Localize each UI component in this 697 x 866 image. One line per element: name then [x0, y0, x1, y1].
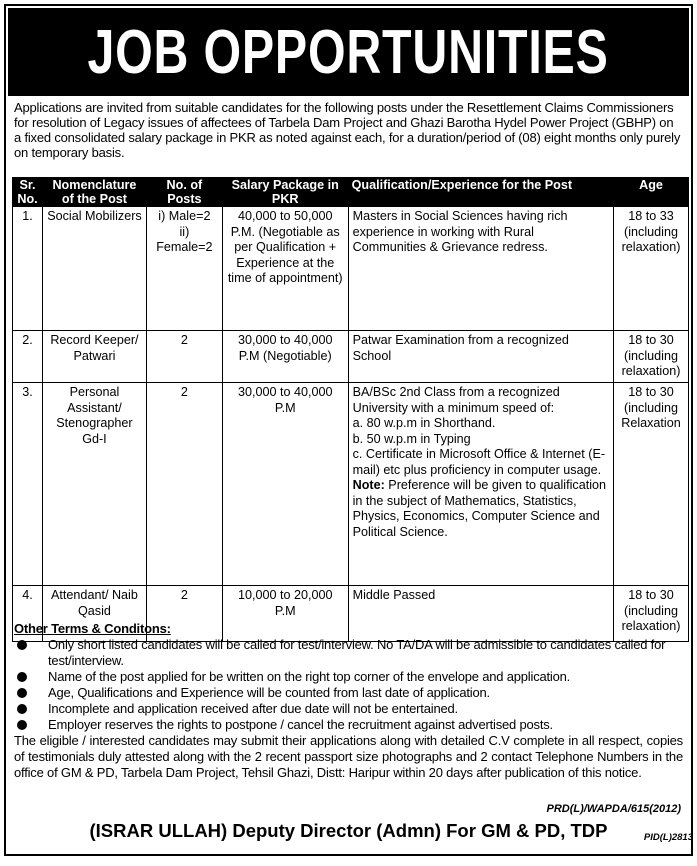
cell-salary: 30,000 to 40,000 P.M (Negotiable) — [222, 331, 348, 383]
cell-sr: 2. — [13, 331, 43, 383]
cell-sr: 4. — [13, 586, 43, 642]
terms-item: Employer reserves the rights to postpone / cancel the recruitment against advertised posts. — [14, 717, 683, 733]
note-label: Note: — [352, 478, 385, 492]
terms-section — [14, 621, 683, 781]
table-row — [13, 331, 689, 383]
cell-qualification: Masters in Social Sciences having rich experience in working with Rural Communities & Grievance redress. — [348, 207, 613, 331]
bullet-icon — [17, 672, 27, 682]
qual-intro: BA/BSc 2nd Class from a recognized University with a minimum speed of: — [352, 385, 560, 415]
header-sr: Sr. No. — [13, 178, 43, 207]
closing-paragraph: The eligible / interested candidates may submit their applications along with detailed C.V complete in all respect, copies of testimonials duly attested along with the 2 recent passport size photographs and 2 contact Telephone Numbers in the office of GM & PD, Tarbela Dam Project, Tehsil Ghazi, Distt: Haripur within 20 days after publication of this notice. — [14, 733, 683, 780]
cell-sr: 1. — [13, 207, 43, 331]
cell-post: Social Mobilizers — [42, 207, 146, 331]
cell-age: 18 to 33 (including relaxation) — [614, 207, 689, 331]
bullet-icon — [17, 704, 27, 714]
reference-number: PRD(L)/WAPDA/615(2012) — [546, 803, 681, 815]
posts-male: i) Male=2 — [158, 209, 211, 223]
bullet-icon — [17, 720, 27, 730]
note-text: Preference will be given to qualification in the subject of Mathematics, Statistics, Physics, Economics, Computer Science and Political Science. — [352, 478, 607, 539]
posts-female: ii) Female=2 — [156, 224, 213, 254]
cell-sr: 3. — [13, 383, 43, 586]
cell-salary: 40,000 to 50,000 P.M. (Negotiable as per Qualification + Experience at the time of appointment) — [222, 207, 348, 331]
terms-heading: Other Terms & Conditons: — [14, 621, 171, 636]
table-row — [13, 207, 689, 331]
header-qualification: Qualification/Experience for the Post — [348, 178, 613, 207]
jobs-table — [12, 177, 689, 642]
cell-post: Record Keeper/ Patwari — [42, 331, 146, 383]
header-post: Nomenclature of the Post — [42, 178, 146, 207]
cell-age: 18 to 30 (including relaxation) — [614, 586, 689, 642]
qual-a: a. 80 w.p.m in Shorthand. — [352, 416, 496, 430]
page-title: JOB OPPORTUNITIES — [8, 8, 689, 96]
qual-c: c. Certificate in Microsoft Office & Internet (E-mail) etc plus proficiency in computer usage. — [352, 447, 606, 477]
terms-item: Incomplete and application received after due date will not be entertained. — [14, 701, 683, 717]
header-salary: Salary Package in PKR — [222, 178, 348, 207]
cell-qualification: Middle Passed — [348, 586, 613, 642]
cell-age: 18 to 30 (including Relaxation — [614, 383, 689, 586]
terms-item: Name of the post applied for be written on the right top corner of the envelope and application. — [14, 669, 683, 685]
terms-item: Age, Qualifications and Experience will be counted from last date of application. — [14, 685, 683, 701]
cell-age: 18 to 30 (including relaxation) — [614, 331, 689, 383]
cell-posts: 2 — [146, 383, 222, 586]
cell-salary: 30,000 to 40,000 P.M — [222, 383, 348, 586]
table-header-row — [13, 178, 689, 207]
cell-post: Attendant/ Naib Qasid — [42, 586, 146, 642]
cell-post: Personal Assistant/ Stenographer Gd-I — [42, 383, 146, 586]
bullet-icon — [17, 688, 27, 698]
header-no-posts: No. of Posts — [146, 178, 222, 207]
pid-number: PID(L)2813 — [643, 832, 693, 843]
cell-posts: 2 — [146, 331, 222, 383]
intro-paragraph: Applications are invited from suitable candidates for the following posts under the Resettlement Claims Commissioners for resolution of Legacy issues of affectees of Tarbela Dam Project and Ghazi Barotha Hydel Power Project (GBHP) on a fixed consolidated salary package in PKR as noted against each, for a duration/period of (08) eight months only purely on temporary basis. — [14, 100, 681, 160]
cell-qualification: Patwar Examination from a recognized School — [348, 331, 613, 383]
terms-item: Only short listed candidates will be called for test/interview. No TA/DA will be admissible to candidates called for test/interview. — [14, 637, 683, 669]
cell-salary: 10,000 to 20,000 P.M — [222, 586, 348, 642]
table-row — [13, 383, 689, 586]
signature-line: (ISRAR ULLAH) Deputy Director (Admn) For GM & PD, TDP — [89, 820, 608, 841]
cell-posts: 2 — [146, 586, 222, 642]
advertisement-page — [4, 4, 693, 856]
cell-posts — [146, 207, 222, 331]
header-age: Age — [614, 178, 689, 207]
qual-b: b. 50 w.p.m in Typing — [352, 431, 471, 446]
bullet-icon — [17, 640, 27, 650]
cell-qualification — [348, 383, 613, 586]
qual-note — [353, 478, 609, 540]
